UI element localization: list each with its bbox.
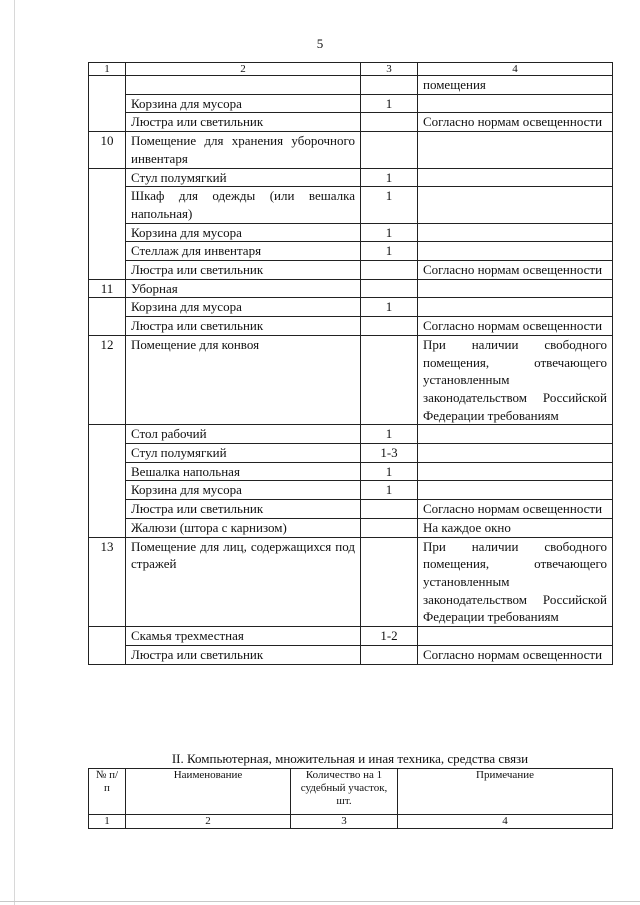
item-name	[126, 76, 361, 95]
item-note	[418, 94, 613, 113]
item-note: При наличии свободного помещения, отвечающего установленным законодательством Российской Федерации требованиям	[418, 335, 613, 425]
item-qty	[361, 113, 418, 132]
item-name: Помещение для конвоя	[126, 335, 361, 425]
header-name: Наименование	[126, 769, 291, 815]
item-qty	[361, 132, 418, 168]
item-note	[418, 462, 613, 481]
column-number-row	[89, 63, 613, 76]
item-note: Согласно нормам освещенности	[418, 113, 613, 132]
item-note	[418, 168, 613, 187]
item-name: Корзина для мусора	[126, 223, 361, 242]
item-note: помещения	[418, 76, 613, 95]
item-note	[418, 627, 613, 646]
row-number: 12	[89, 335, 126, 425]
item-note: Согласно нормам освещенности	[418, 500, 613, 519]
item-qty: 1	[361, 187, 418, 223]
item-name: Люстра или светильник	[126, 261, 361, 280]
row-number: 13	[89, 537, 126, 627]
item-qty: 1-2	[361, 627, 418, 646]
table-row	[89, 242, 613, 261]
item-name: Стул полумягкий	[126, 444, 361, 463]
item-qty	[361, 335, 418, 425]
col-number-1: 1	[89, 63, 126, 76]
item-note: Согласно нормам освещенности	[418, 317, 613, 336]
item-name: Люстра или светильник	[126, 113, 361, 132]
item-qty	[361, 645, 418, 664]
item-name: Скамья трехместная	[126, 627, 361, 646]
item-name: Стол рабочий	[126, 425, 361, 444]
table-row	[89, 76, 613, 95]
col-number-2: 2	[126, 815, 291, 829]
item-qty	[361, 76, 418, 95]
item-note: При наличии свободного помещения, отвечающего установленным законодательством Российской Федерации требованиям	[418, 537, 613, 627]
table-row	[89, 645, 613, 664]
table-row	[89, 481, 613, 500]
table-row	[89, 335, 613, 425]
table-row	[89, 261, 613, 280]
row-number	[89, 298, 126, 335]
item-note	[418, 444, 613, 463]
header-number: № п/п	[89, 769, 126, 815]
table-row	[89, 317, 613, 336]
item-qty	[361, 518, 418, 537]
row-number: 11	[89, 279, 126, 298]
col-number-4: 4	[418, 63, 613, 76]
item-qty: 1	[361, 425, 418, 444]
item-qty: 1	[361, 462, 418, 481]
row-number	[89, 76, 126, 132]
table-row	[89, 187, 613, 223]
row-number	[89, 425, 126, 537]
scan-bottom-line	[0, 901, 640, 902]
item-qty: 1-3	[361, 444, 418, 463]
item-qty	[361, 261, 418, 280]
table-row	[89, 132, 613, 168]
section-title: II. Компьютерная, множительная и иная техника, средства связи	[171, 751, 529, 766]
col-number-1: 1	[89, 815, 126, 829]
item-name: Стеллаж для инвентаря	[126, 242, 361, 261]
item-qty: 1	[361, 242, 418, 261]
scan-edge-line	[14, 0, 15, 905]
col-number-3: 3	[361, 63, 418, 76]
item-name: Стул полумягкий	[126, 168, 361, 187]
table-row	[89, 462, 613, 481]
table-row	[89, 168, 613, 187]
item-note: На каждое окно	[418, 518, 613, 537]
col-number-4: 4	[398, 815, 613, 829]
page-number: 5	[316, 36, 324, 51]
header-quantity: Количество на 1 судебный участок, шт.	[291, 769, 398, 815]
item-name: Вешалка напольная	[126, 462, 361, 481]
item-qty	[361, 537, 418, 627]
item-name: Люстра или светильник	[126, 645, 361, 664]
table-row	[89, 94, 613, 113]
item-name: Помещение для хранения уборочного инвентаря	[126, 132, 361, 168]
item-name: Корзина для мусора	[126, 298, 361, 317]
item-name: Помещение для лиц, содержащихся под стражей	[126, 537, 361, 627]
item-qty: 1	[361, 168, 418, 187]
item-name: Люстра или светильник	[126, 317, 361, 336]
table-row	[89, 425, 613, 444]
item-name: Корзина для мусора	[126, 94, 361, 113]
row-number	[89, 627, 126, 664]
item-note	[418, 223, 613, 242]
equipment-table	[88, 62, 613, 665]
header-note: Примечание	[398, 769, 613, 815]
col-number-2: 2	[126, 63, 361, 76]
item-note	[418, 132, 613, 168]
row-number	[89, 168, 126, 279]
item-note	[418, 242, 613, 261]
item-qty	[361, 500, 418, 519]
item-note	[418, 481, 613, 500]
tech-table	[88, 768, 613, 829]
table-row	[89, 627, 613, 646]
item-qty: 1	[361, 223, 418, 242]
table-row	[89, 223, 613, 242]
item-note	[418, 187, 613, 223]
item-note: Согласно нормам освещенности	[418, 645, 613, 664]
item-qty: 1	[361, 481, 418, 500]
item-name: Люстра или светильник	[126, 500, 361, 519]
item-name: Шкаф для одежды (или вешалка напольная)	[126, 187, 361, 223]
item-note	[418, 279, 613, 298]
table-row	[89, 279, 613, 298]
item-note	[418, 298, 613, 317]
item-name: Корзина для мусора	[126, 481, 361, 500]
tech-table-number-row	[89, 815, 613, 829]
table-row	[89, 518, 613, 537]
col-number-3: 3	[291, 815, 398, 829]
item-name: Жалюзи (штора с карнизом)	[126, 518, 361, 537]
item-note: Согласно нормам освещенности	[418, 261, 613, 280]
item-qty: 1	[361, 94, 418, 113]
item-qty	[361, 317, 418, 336]
table-row	[89, 113, 613, 132]
row-number: 10	[89, 132, 126, 168]
item-note	[418, 425, 613, 444]
table-row	[89, 537, 613, 627]
table-row	[89, 298, 613, 317]
table-row	[89, 444, 613, 463]
item-name: Уборная	[126, 279, 361, 298]
item-qty	[361, 279, 418, 298]
item-qty: 1	[361, 298, 418, 317]
tech-table-header-row	[89, 769, 613, 815]
table-row	[89, 500, 613, 519]
